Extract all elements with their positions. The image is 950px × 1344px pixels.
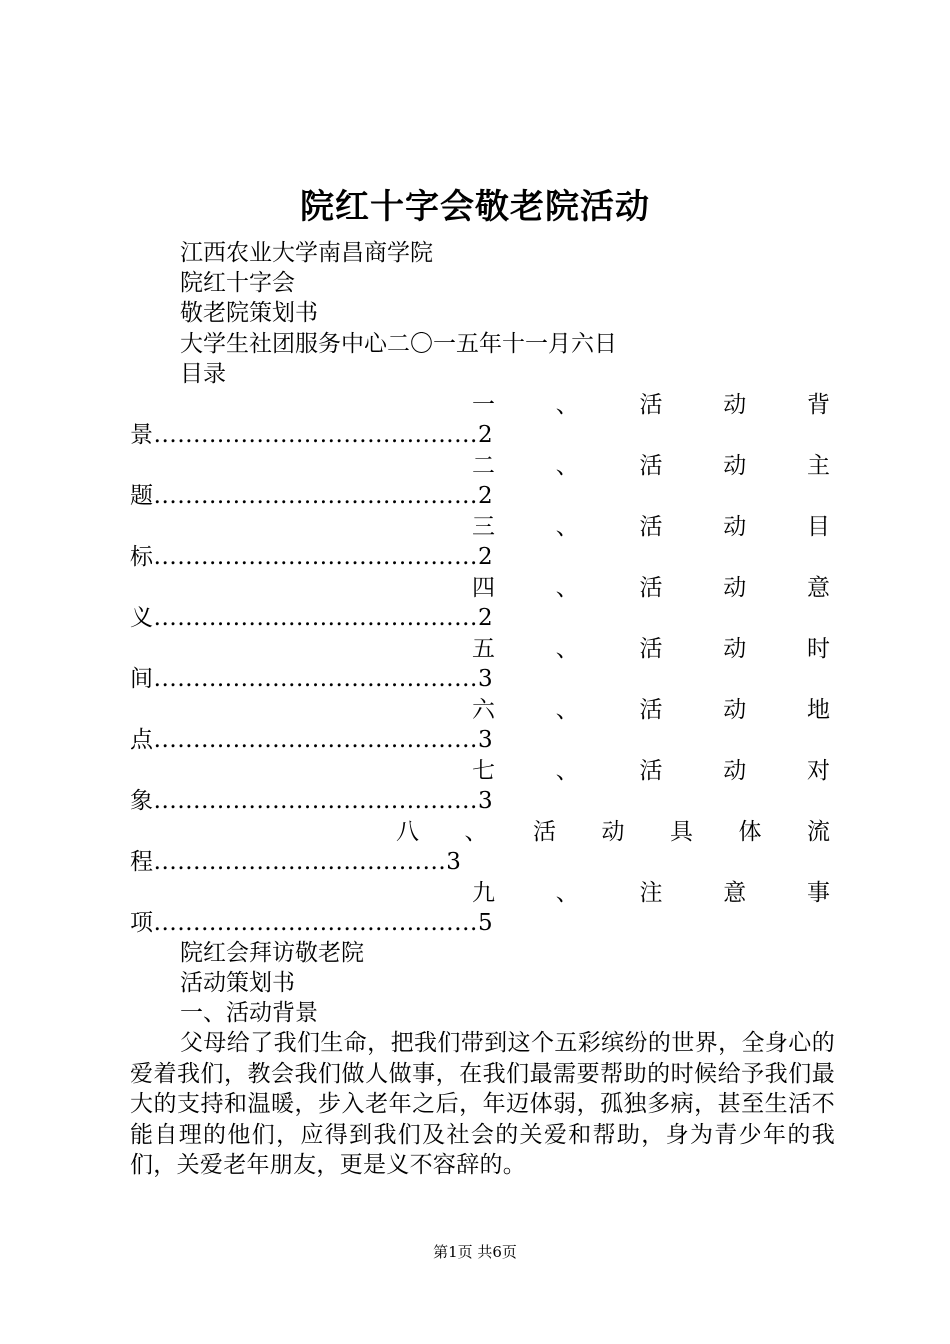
- toc-char: 活: [639, 453, 663, 479]
- toc-char: 动: [723, 575, 747, 601]
- toc-char: 三: [472, 514, 495, 540]
- toc-entry-2-leader: 题.........................................2: [130, 483, 494, 509]
- toc-entry-4-top: [472, 573, 830, 603]
- toc-char: 意: [723, 880, 747, 906]
- toc-entry-6-leader: 点.........................................3: [130, 727, 494, 753]
- toc-char: 活: [639, 758, 663, 784]
- toc-char: 活: [533, 819, 556, 845]
- toc-char: 动: [723, 392, 747, 418]
- toc-char: 、: [555, 514, 579, 540]
- toc-char: 一: [472, 392, 495, 418]
- toc-char: 活: [639, 575, 663, 601]
- toc-char: 二: [472, 453, 495, 479]
- toc-entry-8-leader: 程.....................................3: [130, 849, 462, 875]
- document-title: 院红十字会敬老院活动: [300, 187, 650, 227]
- toc-char: 、: [555, 453, 579, 479]
- background-paragraph: 父母给了我们生命，把我们带到这个五彩缤纷的世界，全身心的爱着我们，教会我们做人做事，在我们最需要帮助的时候给予我们最大的支持和温暖，步入老年之后，年迈体弱，孤独多病，甚至生活不能自理的他们，应得到我们及社会的关爱和帮助，身为青少年的我们，关爱老年朋友，更是义不容辞的。: [130, 1030, 835, 1178]
- toc-char: 、: [555, 636, 579, 662]
- toc-char: 时: [807, 636, 830, 662]
- toc-char: 八: [396, 819, 419, 845]
- toc-char: 注: [639, 880, 663, 906]
- toc-char: 体: [738, 819, 762, 845]
- toc-char: 、: [555, 758, 579, 784]
- toc-char: 动: [723, 758, 747, 784]
- toc-char: 具: [670, 819, 693, 845]
- toc-entry-9-leader: 项.........................................5: [130, 910, 494, 936]
- toc-char: 七: [472, 758, 495, 784]
- plan-subheading: 活动策划书: [180, 970, 295, 996]
- section-heading-background: 一、活动背景: [180, 1000, 318, 1026]
- toc-char: 、: [555, 880, 579, 906]
- organization-name: 院红十字会: [180, 270, 295, 296]
- page-footer: 第1页 共6页: [433, 1243, 517, 1261]
- toc-entry-5-leader: 间.........................................3: [130, 666, 494, 692]
- toc-char: 对: [807, 758, 830, 784]
- toc-char: 活: [639, 636, 663, 662]
- plan-title: 敬老院策划书: [180, 300, 318, 326]
- toc-entry-2-top: [472, 451, 830, 481]
- school-name: 江西农业大学南昌商学院: [180, 240, 433, 266]
- toc-char: 动: [723, 697, 747, 723]
- toc-char: 六: [472, 697, 495, 723]
- toc-char: 四: [472, 575, 495, 601]
- visit-heading: 院红会拜访敬老院: [180, 940, 364, 966]
- toc-entry-1-top: [472, 390, 830, 420]
- toc-char: 、: [555, 392, 579, 418]
- toc-entry-4-leader: 义.........................................2: [130, 605, 494, 631]
- issuer-date: 大学生社团服务中心二〇一五年十一月六日: [180, 331, 617, 357]
- toc-char: 动: [723, 514, 747, 540]
- toc-char: 九: [472, 880, 495, 906]
- toc-char: 、: [555, 697, 579, 723]
- toc-char: 动: [723, 453, 747, 479]
- toc-heading: 目录: [180, 361, 226, 387]
- toc-entry-9-top: [472, 878, 830, 908]
- toc-char: 意: [807, 575, 830, 601]
- toc-char: 事: [807, 880, 830, 906]
- toc-char: 活: [639, 514, 663, 540]
- toc-char: 流: [807, 819, 830, 845]
- toc-char: 背: [807, 392, 830, 418]
- toc-entry-1-leader: 景.........................................2: [130, 422, 494, 448]
- toc-char: 动: [601, 819, 625, 845]
- toc-char: 主: [807, 453, 830, 479]
- toc-entry-3-leader: 标.........................................2: [130, 544, 494, 570]
- toc-char: 地: [807, 697, 830, 723]
- toc-char: 目: [807, 514, 830, 540]
- toc-char: 五: [472, 636, 495, 662]
- toc-char: 动: [723, 636, 747, 662]
- toc-char: 活: [639, 697, 663, 723]
- toc-char: 、: [555, 575, 579, 601]
- toc-entry-6-top: [472, 695, 830, 725]
- toc-entry-3-top: [472, 512, 830, 542]
- toc-char: 、: [464, 819, 488, 845]
- toc-entry-7-leader: 象.........................................3: [130, 788, 494, 814]
- toc-entry-7-top: [472, 756, 830, 786]
- toc-entry-8-top: [396, 817, 830, 847]
- toc-char: 活: [639, 392, 663, 418]
- toc-entry-5-top: [472, 634, 830, 664]
